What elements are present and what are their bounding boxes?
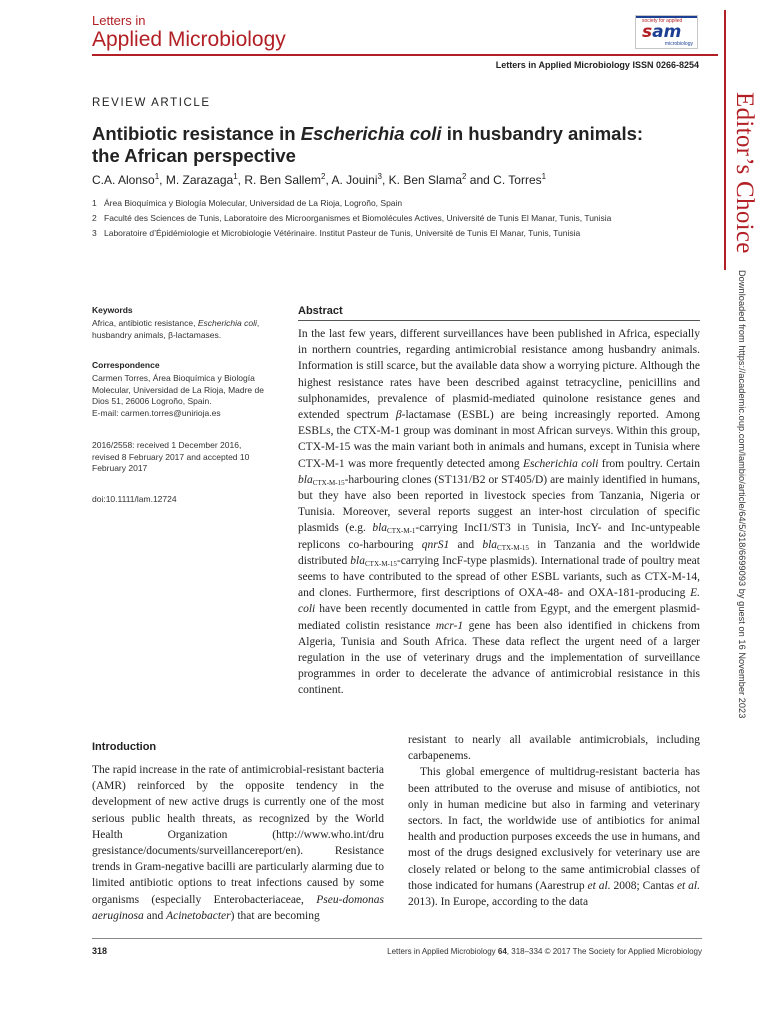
author-sep: , [159, 173, 166, 187]
abstract-italic: E. coli [298, 587, 700, 616]
logo-s: s [642, 22, 653, 42]
keywords-italic: Escherichia coli [197, 318, 257, 328]
author: R. Ben Sallem [244, 173, 322, 187]
author: A. Jouini [331, 173, 378, 187]
journal-name: Applied Microbiology [92, 28, 286, 51]
history-line: 2016/2558: received 1 December 2016, [92, 440, 242, 450]
editors-choice-label: Editor’s Choice [731, 92, 758, 254]
footer-rest: , 318–334 © 2017 The Society for Applied Microbiology [506, 947, 702, 956]
author-affil-sup: 1 [233, 172, 238, 181]
intro-column-right [408, 732, 700, 910]
gene-name: bla [298, 473, 313, 486]
abstract-segment: from poultry. Certain [598, 457, 700, 470]
article-history [92, 440, 292, 475]
correspondence-line: Carmen Torres, Área Bioquímica y Biología [92, 373, 255, 383]
intro-italic: et al. [676, 879, 701, 892]
gene-subscript: CTX-M-15 [365, 559, 397, 568]
abstract-segment: have been recently documented in cattle from Egypt, and the emergent plasmid-mediated colistin resistance [298, 603, 700, 632]
correspondence-text [92, 373, 292, 419]
article-title [92, 123, 652, 167]
intro-italic: Pseu-domonas aeruginosa [92, 893, 384, 922]
correspondence-email[interactable]: E-mail: carmen.torres@unirioja.es [92, 407, 221, 418]
gene-name: bla [350, 554, 365, 567]
intro-column-left [92, 762, 384, 924]
footer-divider [92, 938, 702, 939]
intro-segment: resistant to nearly all available antimicrobials, including carbapenems. [408, 734, 700, 763]
author-sep: , [237, 173, 245, 187]
abstract-divider [298, 320, 700, 321]
journal-name-small: Letters in [92, 13, 146, 28]
author-affil-sup: 1 [541, 172, 547, 181]
gene-subscript: CTX-M-15 [497, 543, 529, 552]
affiliation-text: Faculté des Sciences de Tunis, Laboratoire des Microorganismes et Biomolécules Actives, Université de Tunis El Manar, Tunis, Tunisia [104, 213, 612, 223]
intro-segment: 2008; Cantas [610, 879, 677, 892]
abstract-segment: and [449, 538, 483, 551]
keywords-part-2: , husbandry animals, β-lactamases. [92, 318, 260, 340]
title-italic: Escherichia coli [300, 123, 442, 144]
keywords-heading: Keywords [92, 305, 133, 315]
correspondence-line: Dios 51, 26006 Logroño, Spain. [92, 396, 212, 406]
author-affil-sup: 3 [377, 172, 382, 181]
footer-volume: 64 [497, 947, 507, 956]
gene-name: qnrS1 [421, 538, 450, 551]
gene-subscript: CTX-M-1 [387, 527, 416, 536]
abstract-segment: In the last few years, different surveillances have been published in Africa, especially in northern countries, regarding antimicrobial resistance among husbandry animals. Information is still scarce, but the available data show a worrying picture. Although the highest resistance rates have been described against tetracycline, penicillins and sulphonamides, prevalence of plasmid-mediated quinolone resistance genes and extended spectrum [298, 328, 700, 422]
logo-wordmark [642, 24, 681, 41]
affiliation [92, 228, 580, 238]
abstract-heading: Abstract [298, 305, 343, 317]
intro-segment: This global emergence of multidrug-resistant bacteria has been attributed to the overuse and misuse of antibiotics, not only in human medicine but also in farming and veterinary sectors. In fact, the worldwide use of antibiotics for animal health and production purposes exceeds the use in humans, and most of the drugs designed exclusively for veterinary use are closely related or belong to the same antimicrobial classes of those indicated for humans (Aarestrup [408, 766, 700, 892]
correspondence-line: Molecular, Universidad de La Rioja, Madre de [92, 384, 264, 395]
affiliation-text: Laboratoire d’Épidémiologie et Microbiologie Vétérinaire. Institut Pasteur de Tunis, Université de Tunis El Manar, Tunis, Tunisia [104, 228, 581, 238]
gene-name: bla [482, 538, 498, 551]
intro-segment: and [143, 909, 167, 922]
abstract-italic: Escherichia coli [522, 457, 599, 470]
editors-choice-rule [724, 10, 726, 270]
author-sep: and [466, 173, 494, 187]
intro-italic: et al. [587, 879, 611, 892]
footer-citation [387, 947, 702, 956]
gene-name: mcr-1 [435, 619, 464, 632]
abstract-italic: β [395, 409, 402, 422]
gene-name: bla [372, 522, 388, 535]
author-affil-sup: 2 [462, 172, 467, 181]
intro-segment: 2013). In Europe, according to the data [408, 896, 589, 909]
affiliation [92, 213, 611, 223]
abstract-segment: gene has been also identified in chickens from Algeria, Tunisia and South Africa. These data reflect the urgent need of a larger regulation in the use of veterinary drugs and the implementation of surveillance programmes in order to decelerate the advance of antimicrobial resistance in this continent. [298, 619, 700, 697]
author-sep: , [381, 173, 389, 187]
abstract-text [298, 326, 700, 699]
logo-bottom-text: microbiology [664, 41, 693, 47]
footer-journal: Letters in Applied Microbiology [387, 947, 498, 956]
author-list [92, 172, 546, 187]
intro-segment: ) that are becoming [230, 909, 320, 922]
abstract-segment: -harbouring clones (ST131/B2 or ST405/D) are mainly identified in humans, but they have also been reported in livestock species from Tanzania, Nigeria or Tunisia. Moreover, several reports suggest an inter-host circulation of specific plasmids (e.g. [298, 473, 700, 535]
title-part-2: in husbandry animals: the African perspective [92, 123, 644, 166]
author: C. Torres [493, 173, 542, 187]
correspondence-heading: Correspondence [92, 360, 160, 370]
header-divider [92, 54, 718, 56]
author-affil-sup: 1 [154, 172, 160, 181]
affiliation [92, 198, 402, 208]
download-watermark: Downloaded from https://academic.oup.com/lambio/article/64/5/318/6699093 by guest on 16 November 2023 [737, 270, 747, 719]
affiliation-number: 2 [92, 213, 97, 223]
author-affil-sup: 2 [321, 172, 326, 181]
abstract-segment: in Tanzania and the worldwide distributed [298, 538, 700, 567]
author: C.A. Alonso [92, 173, 155, 187]
logo-am: am [652, 22, 682, 42]
abstract-segment: -carrying IncF-type plasmids). International trade of poultry meat seems to have contributed to the spread of other ESBL variants, such as CTX-M-14, and clones. Furthermore, first descriptions of OXA-48- and OXA-181-producing [298, 554, 700, 600]
article-doi[interactable]: doi:10.1111/lam.12724 [92, 494, 177, 504]
introduction-heading: Introduction [92, 741, 157, 753]
intro-segment: The rapid increase in the rate of antimicrobial-resistant bacteria (AMR) reinforced by the opposite tendency in the development of new active drugs is currently one of the most serious public health threats, as recognized by the World Health Organization (http://www.who.int/dru gresistance/documents/surveillancereport/en). Resistance trends in Gram-negative bacilli are particularly alarming due to limited antibiotic options to treat infections caused by some organisms (especially Enterobacteriaceae, [92, 764, 384, 906]
abstract-segment: -lactamase (ESBL) are being increasingly reported. Among ESBLs, the CTX-M-1 group was dominant in most African surveys. Within this group, CTX-M-15 was the main variant both in animals and humans, except in Tunisia where CTX-M-1 was more frequently detected among [298, 409, 700, 470]
gene-subscript: CTX-M-15 [312, 478, 345, 487]
keywords-part-1: Africa, antibiotic resistance, [92, 318, 198, 328]
sfam-logo [635, 15, 698, 49]
logo-top-text: society for applied [642, 18, 683, 24]
author: M. Zarazaga [165, 173, 234, 187]
affiliation-number: 1 [92, 198, 97, 208]
intro-italic: Acinetobacter [166, 909, 231, 922]
intro-paragraph [408, 764, 700, 910]
abstract-segment: -carrying IncI1/ST3 in Tunisia, IncY- and Inc-untypeable replicons co-harbouring [298, 522, 700, 551]
affiliation-number: 3 [92, 228, 97, 238]
title-part-1: Antibiotic resistance in [92, 123, 301, 144]
author-sep: , [325, 173, 332, 187]
author: K. Ben Slama [388, 173, 463, 187]
page-number: 318 [92, 946, 108, 956]
affiliation-text: Área Bioquímica y Biología Molecular, Universidad de La Rioja, Logroño, Spain [104, 198, 403, 208]
history-line: February 2017 [92, 463, 148, 473]
journal-issn: Letters in Applied Microbiology ISSN 0266-8254 [495, 60, 699, 70]
article-type: REVIEW ARTICLE [92, 97, 211, 109]
history-line: revised 8 February 2017 and accepted 10 [92, 451, 250, 462]
keywords-text [92, 318, 292, 341]
